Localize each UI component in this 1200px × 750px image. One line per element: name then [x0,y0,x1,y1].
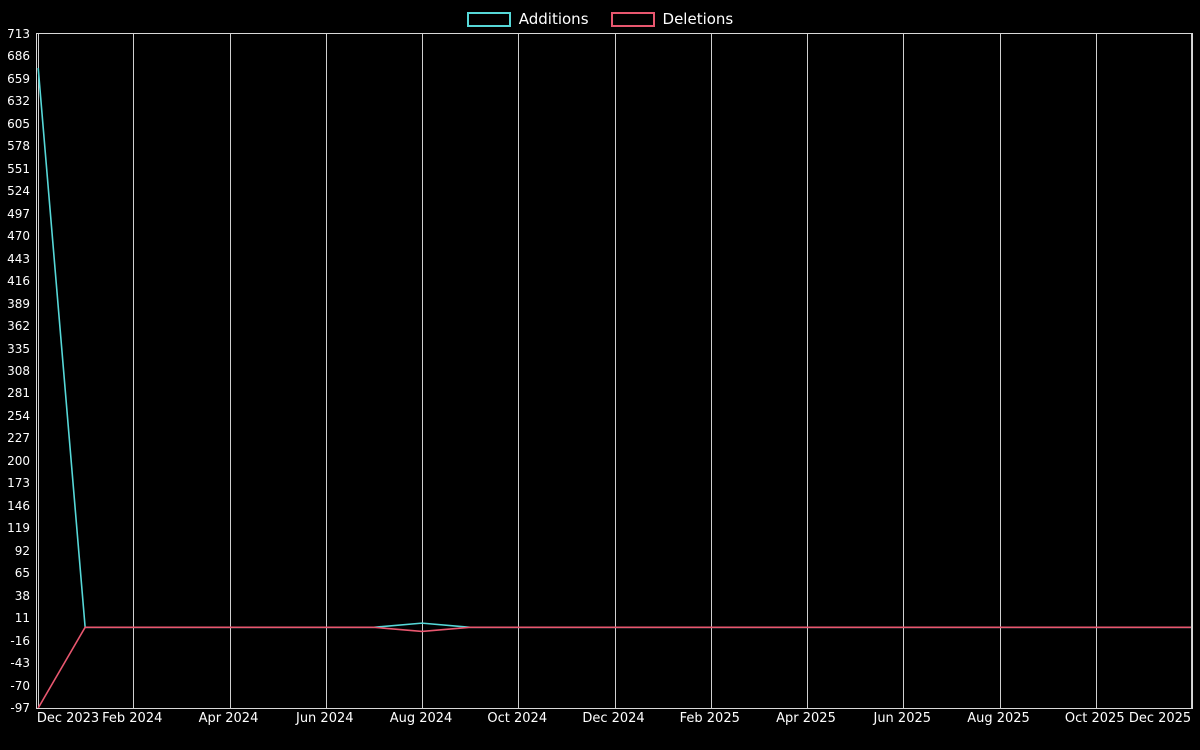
chart-legend [0,6,1200,32]
legend-swatch-deletions [611,12,655,27]
y-axis-tick-label: 173 [7,476,30,491]
x-axis-tick-label: Dec 2025 [1128,711,1192,726]
y-axis-tick-label: 605 [7,116,30,131]
x-axis-tick-label: Dec 2024 [582,711,645,726]
y-axis-tick-label: 416 [7,274,30,289]
y-axis-tick-label: 11 [14,611,30,626]
y-axis-tick-label: 200 [7,453,30,468]
y-axis-tick-label: 146 [7,498,30,513]
y-axis-tick-label: 497 [7,206,30,221]
x-axis-tick-label: Dec 2023 [36,711,100,726]
legend-entry-deletions[interactable] [611,9,734,28]
x-axis-tick-label: Jun 2025 [873,711,932,726]
y-axis-tick-label: -16 [10,633,30,648]
x-axis-tick-label: Feb 2024 [102,711,163,726]
x-axis-tick-label: Jun 2024 [295,711,354,726]
y-axis-tick-label: 227 [7,431,30,446]
y-axis-tick-label: 362 [7,319,30,334]
x-axis-tick-label: Feb 2025 [679,711,740,726]
x-axis-labels [0,712,1200,736]
y-axis-tick-label: 578 [7,139,30,154]
y-axis-tick-label: 308 [7,364,30,378]
y-axis-tick-label: -97 [10,701,30,715]
legend-entry-additions[interactable] [467,9,589,28]
y-axis-tick-label: 281 [7,386,30,401]
legend-swatch-additions [467,12,511,27]
y-axis-tick-label: 38 [14,588,30,603]
y-axis-tick-label: 524 [7,184,30,199]
y-axis-tick-label: -43 [10,656,30,671]
legend-label-deletions: Deletions [662,9,734,28]
y-axis-tick-label: 443 [7,251,30,266]
x-axis-tick-label: Oct 2025 [1064,711,1125,726]
x-axis-tick-label: Aug 2024 [389,711,453,726]
y-axis-tick-label: 632 [7,94,30,109]
y-axis-tick-label: 65 [14,566,30,581]
y-axis-tick-label: 389 [7,296,30,311]
x-axis-tick-label: Aug 2025 [967,711,1030,726]
y-axis-tick-label: 119 [7,521,30,536]
x-axis-tick-label: Oct 2024 [487,711,548,726]
y-axis-tick-label: 254 [7,408,30,423]
x-axis-tick-label: Apr 2024 [198,711,259,726]
y-axis-tick-label: 335 [7,341,30,356]
y-axis-tick-label: 659 [7,71,30,86]
x-axis-tick-label: Apr 2025 [776,711,836,726]
y-axis-tick-label: 686 [7,49,30,64]
y-axis-tick-label: 551 [7,161,30,176]
legend-label-additions: Additions [518,9,589,28]
y-axis-tick-label: 470 [7,229,30,244]
y-axis-tick-label: 713 [7,27,30,41]
y-axis-labels [0,27,1200,715]
y-axis-tick-label: -70 [10,678,30,693]
y-axis-tick-label: 92 [14,543,30,558]
